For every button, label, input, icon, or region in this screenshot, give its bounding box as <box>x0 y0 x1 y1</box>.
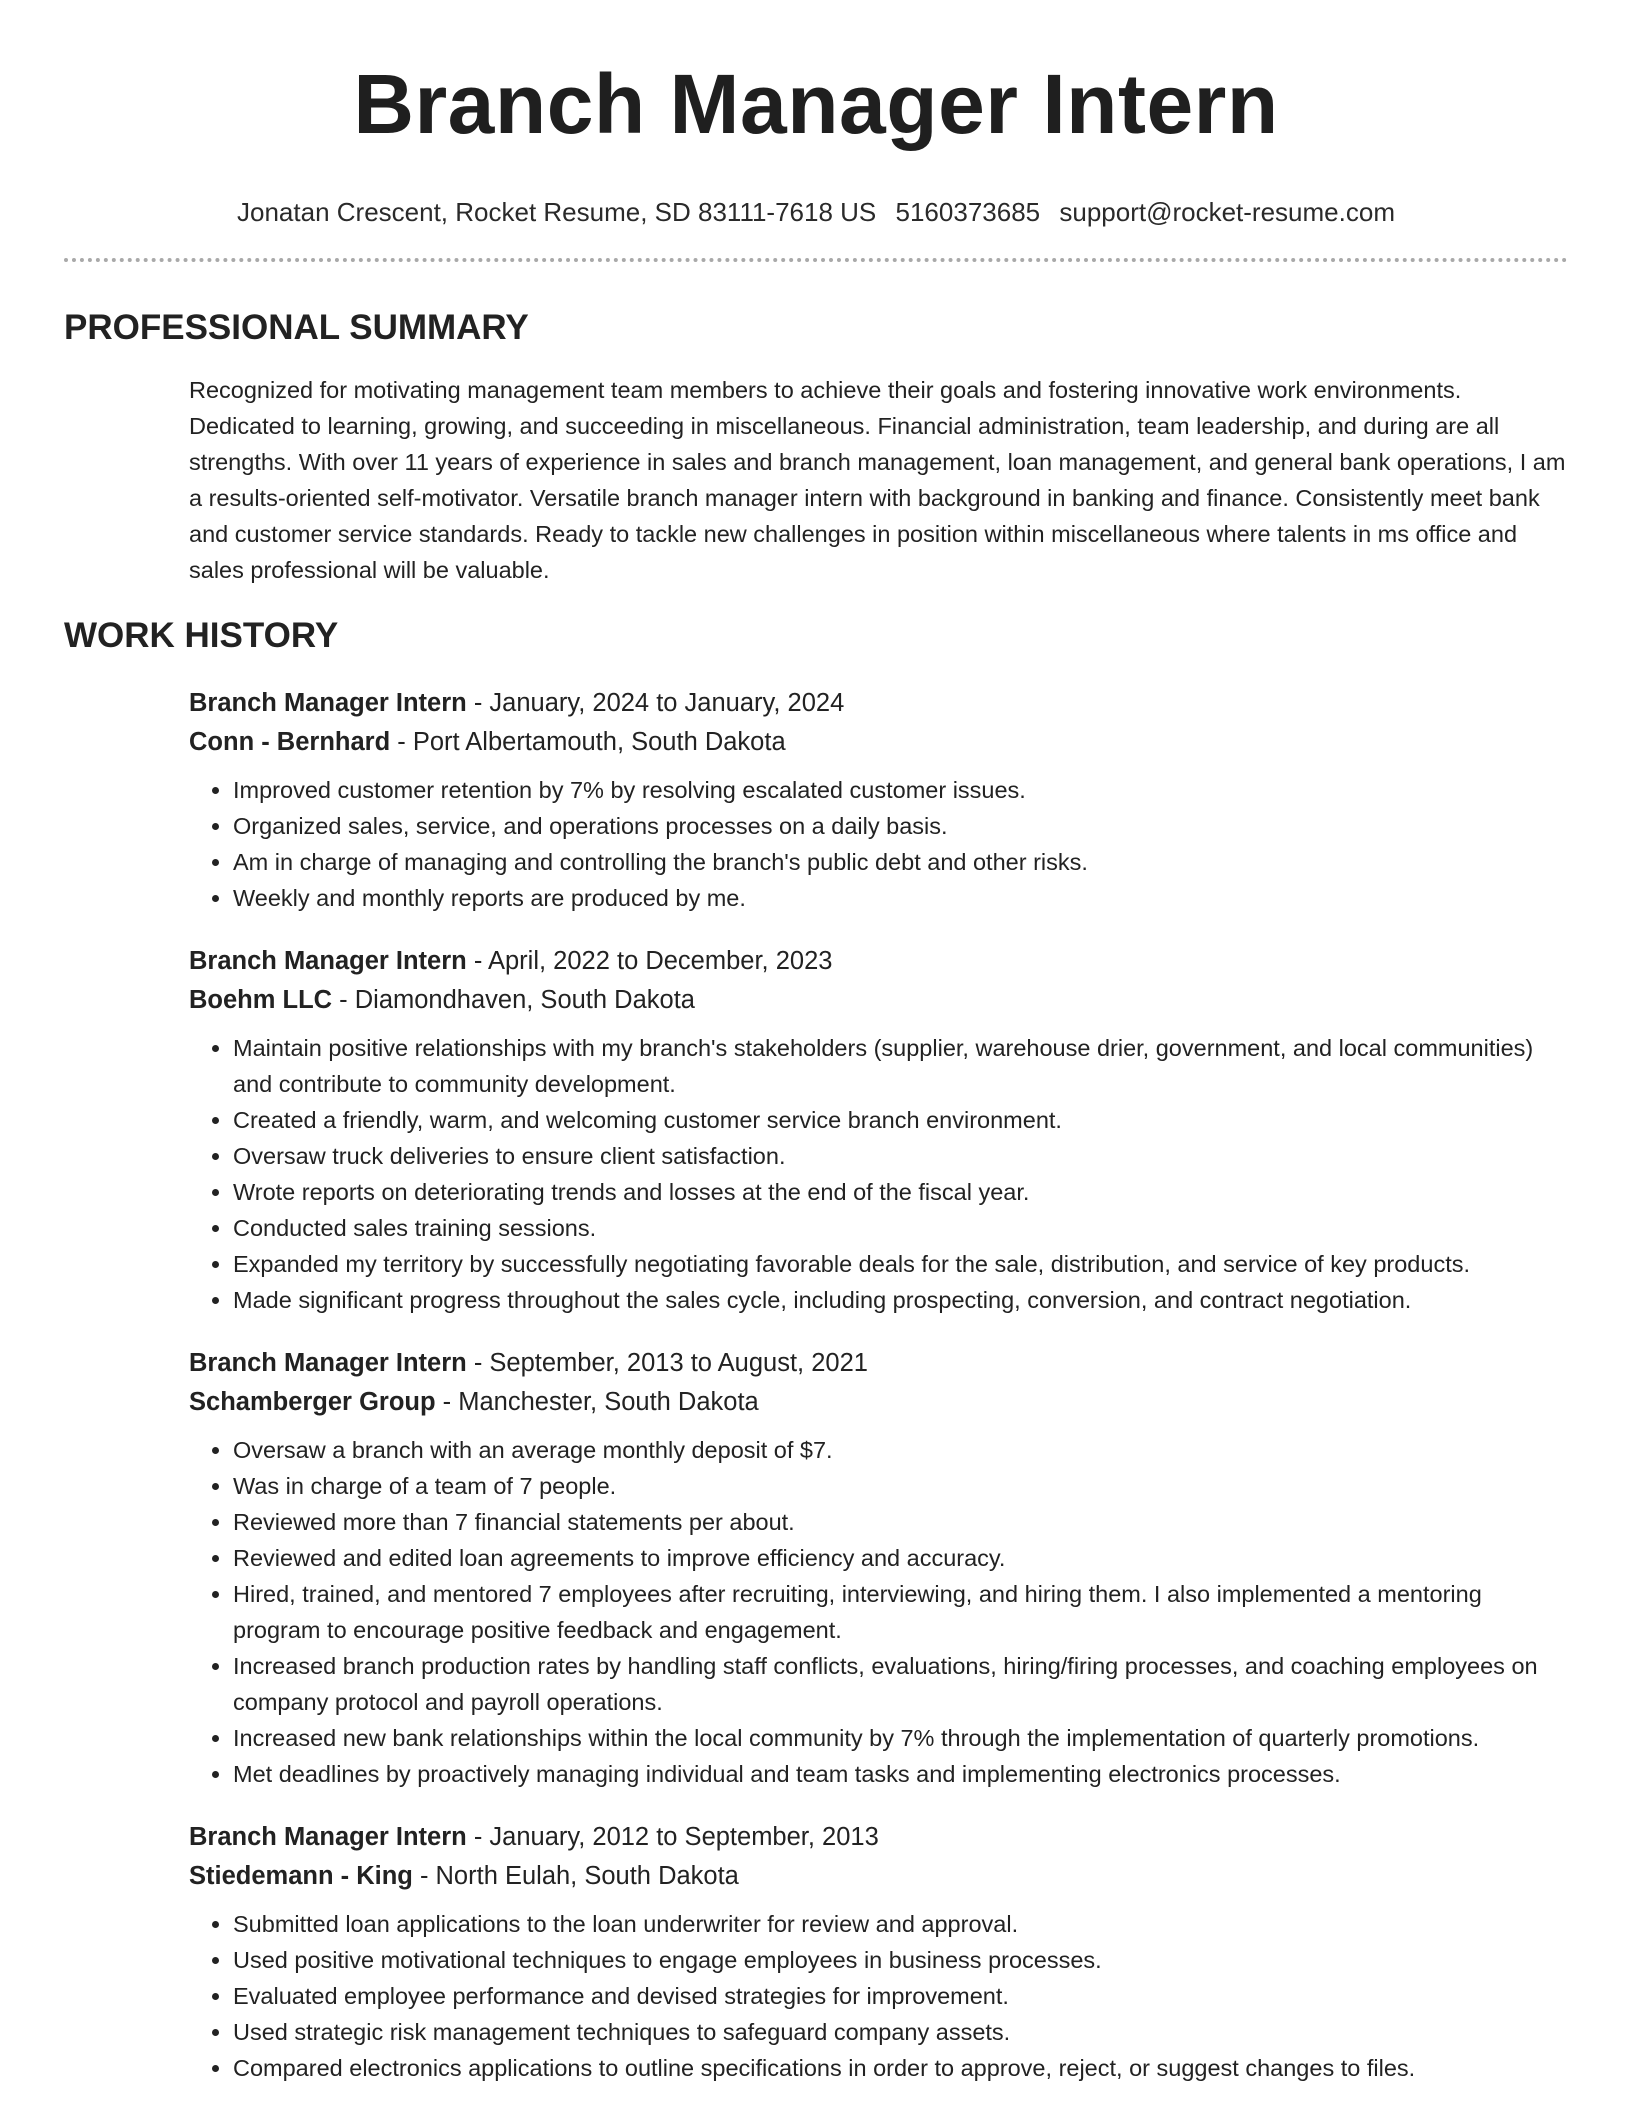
job-title-line <box>189 942 1568 981</box>
contact-email: support@rocket-resume.com <box>1059 197 1395 227</box>
job-bullet-item: • Weekly and monthly reports are produced by me. <box>233 880 1568 916</box>
work-history-heading: WORK HISTORY <box>64 616 339 655</box>
job-bullet-item: • Organized sales, service, and operations processes on a daily basis. <box>233 808 1568 844</box>
job-role: Branch Manager Intern <box>189 947 467 975</box>
job-bullet-item: • Met deadlines by proactively managing individual and team tasks and implementing electronics processes. <box>233 1756 1568 1792</box>
job-bullet-item: • Am in charge of managing and controlling the branch's public debt and other risks. <box>233 844 1568 880</box>
job-bullet-item: • Expanded my territory by successfully negotiating favorable deals for the sale, distribution, and service of key products. <box>233 1246 1568 1282</box>
job-entry <box>189 1818 1568 2086</box>
job-title-line <box>189 1818 1568 1857</box>
job-role: Branch Manager Intern <box>189 1349 467 1377</box>
job-bullet-item: • Created a friendly, warm, and welcoming customer service branch environment. <box>233 1102 1568 1138</box>
job-bullet-item: • Was in charge of a team of 7 people. <box>233 1468 1568 1504</box>
job-dates: - September, 2013 to August, 2021 <box>466 1349 868 1377</box>
contact-phone: 5160373685 <box>895 197 1041 227</box>
job-bullet-item: • Conducted sales training sessions. <box>233 1210 1568 1246</box>
job-company-line <box>189 1857 1568 1896</box>
summary-text: Recognized for motivating management team members to achieve their goals and fostering innovative work environments. Dedicated to learning, growing, and succeeding in miscellaneous. Financial administration, team leadership, and during are all strengths. With over 11 years of experience in sales and branch management, loan management, and general bank operations, I am a results-oriented self-motivator. Versatile branch manager intern with background in banking and finance. Consistently meet bank and customer service standards. Ready to tackle new challenges in position within miscellaneous where talents in ms office and sales professional will be valuable. <box>189 377 1566 583</box>
job-title-line <box>189 1344 1568 1383</box>
job-company: Boehm LLC <box>189 986 333 1014</box>
job-company-line <box>189 1383 1568 1422</box>
summary-heading: PROFESSIONAL SUMMARY <box>64 308 529 347</box>
job-role: Branch Manager Intern <box>189 1823 467 1851</box>
job-bullet-item: • Used positive motivational techniques to engage employees in business processes. <box>233 1942 1568 1978</box>
header-divider <box>64 258 1568 262</box>
job-bullet-item: • Reviewed and edited loan agreements to improve efficiency and accuracy. <box>233 1540 1568 1576</box>
job-bullet-item: • Used strategic risk management techniques to safeguard company assets. <box>233 2014 1568 2050</box>
job-dates: - January, 2024 to January, 2024 <box>466 689 845 717</box>
job-bullet-item: • Evaluated employee performance and devised strategies for improvement. <box>233 1978 1568 2014</box>
job-entry <box>189 942 1568 1318</box>
job-bullet-item: • Oversaw a branch with an average monthly deposit of $7. <box>233 1432 1568 1468</box>
job-bullet-item: • Improved customer retention by 7% by resolving escalated customer issues. <box>233 772 1568 808</box>
job-bullet-item: • Increased branch production rates by handling staff conflicts, evaluations, hiring/firing processes, and coaching employees on company protocol and payroll operations. <box>233 1648 1568 1720</box>
job-entry <box>189 684 1568 916</box>
contact-address: Jonatan Crescent, Rocket Resume, SD 83111-7618 US <box>237 197 877 227</box>
job-location: - Diamondhaven, South Dakota <box>332 986 695 1014</box>
job-bullet-item: • Hired, trained, and mentored 7 employees after recruiting, interviewing, and hiring them. I also implemented a mentoring program to encourage positive feedback and engagement. <box>233 1576 1568 1648</box>
job-location: - Port Albertamouth, South Dakota <box>390 728 786 756</box>
job-bullet-item: • Reviewed more than 7 financial statements per about. <box>233 1504 1568 1540</box>
job-role: Branch Manager Intern <box>189 689 467 717</box>
work-history-list <box>0 684 1632 2086</box>
job-company: Schamberger Group <box>189 1388 436 1416</box>
job-bullet-item: • Wrote reports on deteriorating trends and losses at the end of the fiscal year. <box>233 1174 1568 1210</box>
job-location: - Manchester, South Dakota <box>435 1388 759 1416</box>
contact-line <box>0 196 1632 228</box>
job-dates: - January, 2012 to September, 2013 <box>466 1823 879 1851</box>
job-location: - North Eulah, South Dakota <box>412 1862 739 1890</box>
job-bullets <box>189 1030 1568 1318</box>
job-company: Conn - Bernhard <box>189 728 391 756</box>
job-bullet-item: • Oversaw truck deliveries to ensure client satisfaction. <box>233 1138 1568 1174</box>
resume-title: Branch Manager Intern <box>353 57 1279 151</box>
job-bullet-item: • Compared electronics applications to outline specifications in order to approve, reject, or suggest changes to files. <box>233 2050 1568 2086</box>
job-title-line <box>189 684 1568 723</box>
job-bullet-item: • Made significant progress throughout the sales cycle, including prospecting, conversion, and contract negotiation. <box>233 1282 1568 1318</box>
job-bullets <box>189 1906 1568 2086</box>
job-company: Stiedemann - King <box>189 1862 413 1890</box>
job-dates: - April, 2022 to December, 2023 <box>466 947 833 975</box>
job-bullet-item: • Submitted loan applications to the loan underwriter for review and approval. <box>233 1906 1568 1942</box>
job-bullet-item: • Maintain positive relationships with my branch's stakeholders (supplier, warehouse drier, government, and local communities) and contribute to community development. <box>233 1030 1568 1102</box>
job-bullets <box>189 772 1568 916</box>
job-company-line <box>189 723 1568 762</box>
job-entry <box>189 1344 1568 1792</box>
job-bullets <box>189 1432 1568 1792</box>
job-bullet-item: • Increased new bank relationships within the local community by 7% through the implementation of quarterly promotions. <box>233 1720 1568 1756</box>
job-company-line <box>189 981 1568 1020</box>
